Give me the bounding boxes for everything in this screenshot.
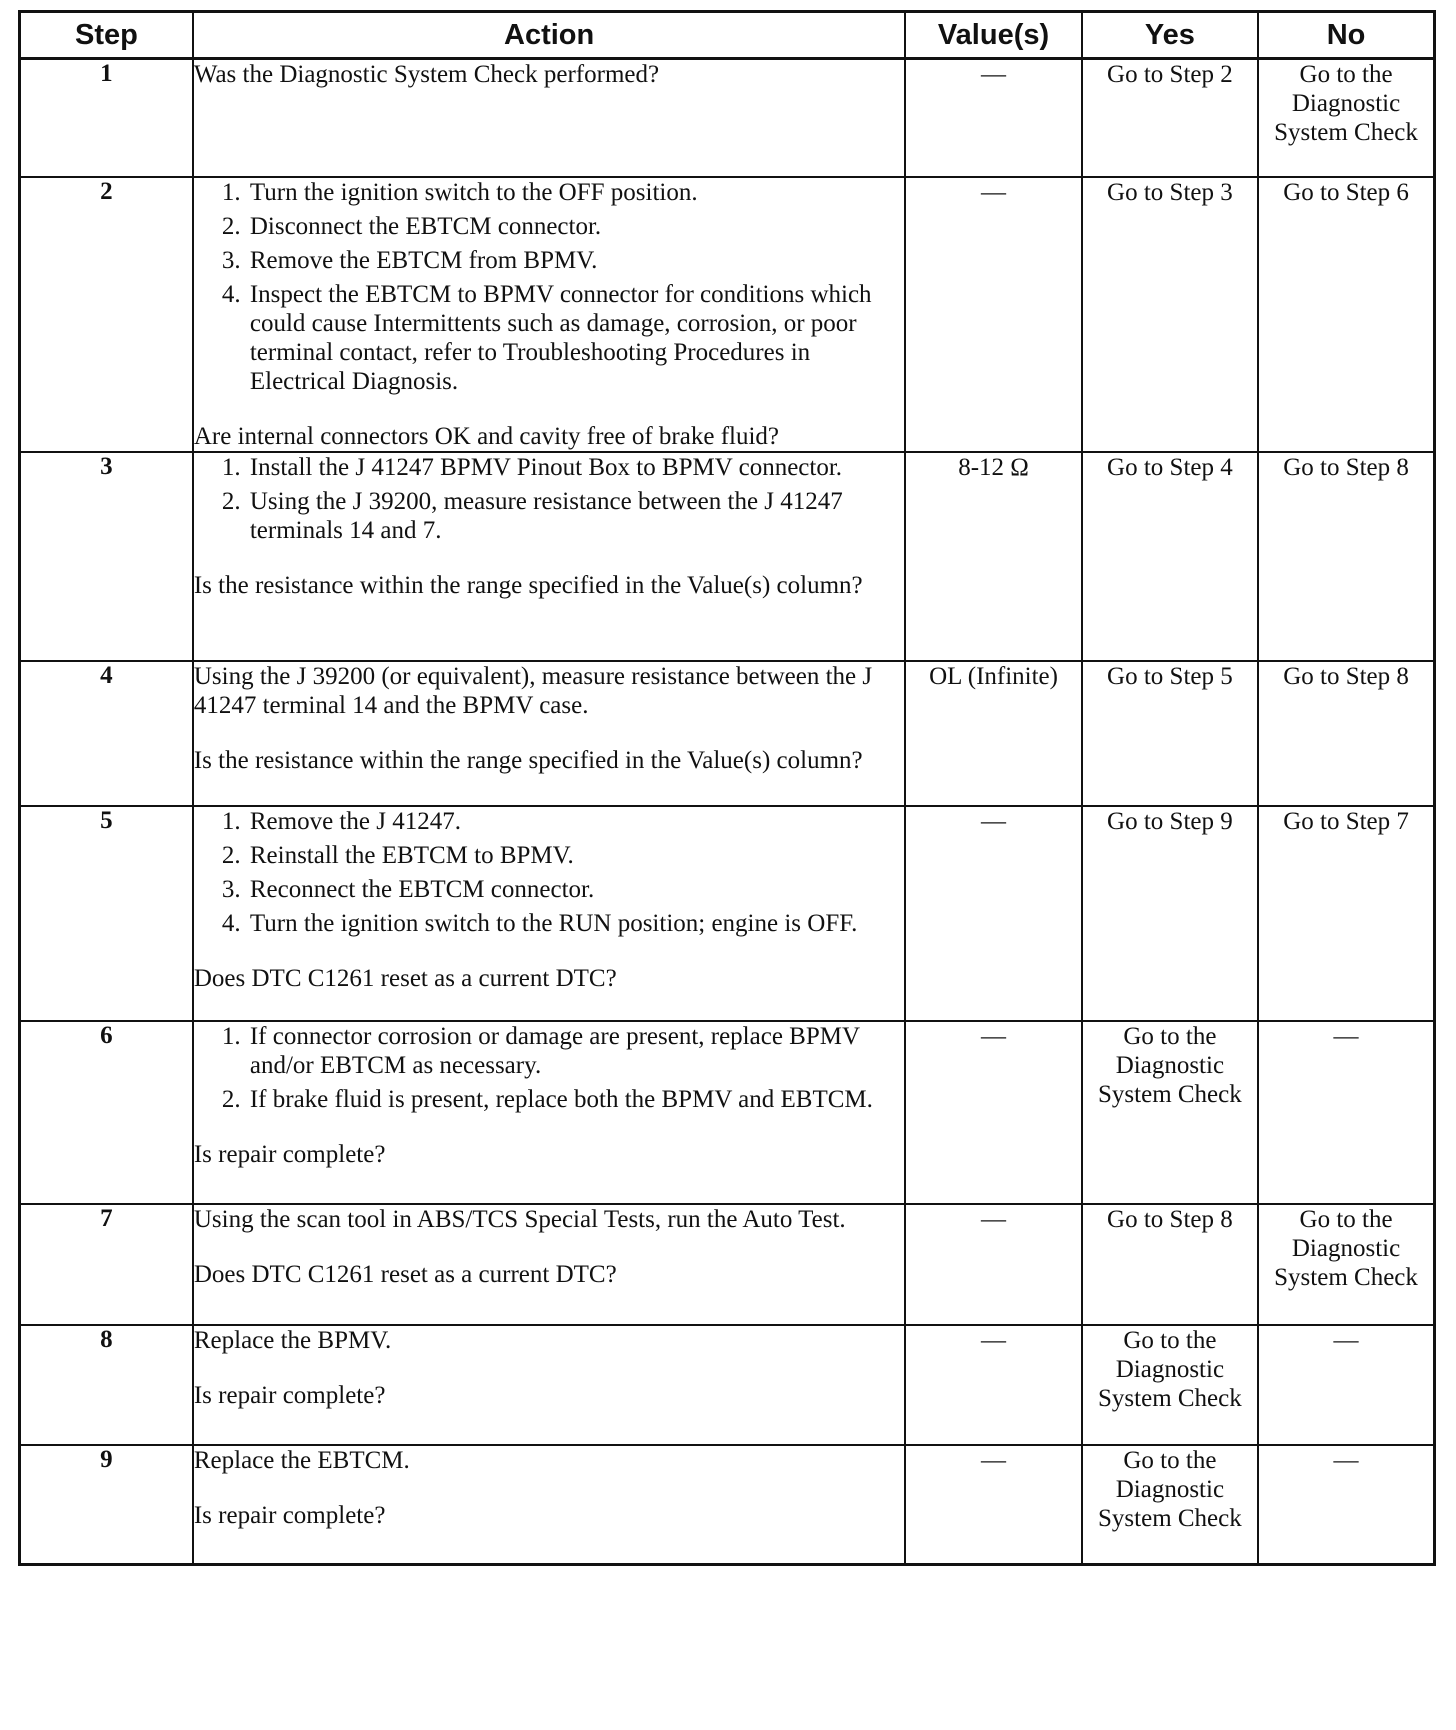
action-step-text: Turn the ignition switch to the OFF position.	[249, 178, 698, 206]
action-step-text: Disconnect the EBTCM connector.	[249, 212, 602, 240]
action-cell	[193, 177, 906, 452]
table-row	[20, 1445, 1435, 1565]
no-cell: Go to Step 6	[1258, 177, 1434, 452]
action-step-text: Reinstall the EBTCM to BPMV.	[249, 841, 574, 869]
action-cell	[193, 806, 906, 1021]
action-step-number: 2.	[221, 841, 241, 869]
step-number: 3	[20, 452, 193, 661]
action-question: Is the resistance within the range specified in the Value(s) column?	[193, 571, 863, 599]
step-number: 6	[20, 1021, 193, 1204]
step-number: 7	[20, 1204, 193, 1325]
action-question: Are internal connectors OK and cavity free of brake fluid?	[193, 422, 780, 450]
action-cell	[193, 661, 906, 806]
action-text: Using the J 39200 (or equivalent), measure resistance between the J 41247 terminal 14 and the BPMV case.	[193, 662, 873, 719]
step-number: 2	[20, 177, 193, 452]
table-row	[20, 1204, 1435, 1325]
header-yes: Yes	[1082, 12, 1258, 59]
value-cell: —	[905, 177, 1081, 452]
value-cell: —	[905, 1204, 1081, 1325]
step-number: 8	[20, 1325, 193, 1445]
action-cell	[193, 1021, 906, 1204]
action-text: Was the Diagnostic System Check performed?	[193, 61, 660, 88]
yes-cell: Go to the Diagnostic System Check	[1082, 1325, 1258, 1445]
step-number: 9	[20, 1445, 193, 1565]
action-step-item	[221, 212, 905, 241]
action-steps-list	[194, 807, 905, 938]
no-cell: Go to Step 8	[1258, 452, 1434, 661]
action-step-text: If brake fluid is present, replace both the BPMV and EBTCM.	[249, 1085, 873, 1113]
action-step-number: 1.	[221, 178, 241, 206]
action-question: Is the resistance within the range specified in the Value(s) column?	[193, 746, 863, 774]
no-cell: Go to the Diagnostic System Check	[1258, 1204, 1434, 1325]
action-question: Does DTC C1261 reset as a current DTC?	[193, 964, 617, 992]
table-row	[20, 59, 1435, 177]
yes-cell: Go to Step 5	[1082, 661, 1258, 806]
step-number: 4	[20, 661, 193, 806]
no-cell: Go to Step 8	[1258, 661, 1434, 806]
action-text: Replace the BPMV.	[193, 1326, 392, 1354]
yes-cell: Go to Step 8	[1082, 1204, 1258, 1325]
action-step-item	[221, 453, 905, 482]
table-row	[20, 806, 1435, 1021]
yes-cell: Go to Step 9	[1082, 806, 1258, 1021]
action-step-item	[221, 841, 905, 870]
table-header	[20, 12, 1435, 59]
yes-cell: Go to the Diagnostic System Check	[1082, 1445, 1258, 1565]
header-no: No	[1258, 12, 1434, 59]
table-row	[20, 1021, 1435, 1204]
no-cell: —	[1258, 1445, 1434, 1565]
step-number: 1	[20, 59, 193, 177]
no-cell: Go to the Diagnostic System Check	[1258, 59, 1434, 177]
no-cell: Go to Step 7	[1258, 806, 1434, 1021]
action-question: Does DTC C1261 reset as a current DTC?	[193, 1260, 617, 1288]
action-cell	[193, 1204, 906, 1325]
header-action: Action	[193, 12, 906, 59]
action-cell	[193, 59, 906, 177]
header-row	[20, 12, 1435, 59]
action-question: Is repair complete?	[193, 1140, 386, 1168]
table-body	[20, 59, 1435, 1565]
table-row	[20, 661, 1435, 806]
action-step-item	[221, 909, 905, 938]
yes-cell: Go to the Diagnostic System Check	[1082, 1021, 1258, 1204]
header-step: Step	[20, 12, 193, 59]
action-cell	[193, 1445, 906, 1565]
value-cell: —	[905, 1445, 1081, 1565]
action-step-text: If connector corrosion or damage are present, replace BPMV and/or EBTCM as necessary.	[249, 1022, 860, 1079]
value-cell: —	[905, 59, 1081, 177]
action-step-text: Using the J 39200, measure resistance between the J 41247 terminals 14 and 7.	[249, 487, 843, 544]
action-step-number: 2.	[221, 1085, 241, 1113]
yes-cell: Go to Step 4	[1082, 452, 1258, 661]
action-step-text: Install the J 41247 BPMV Pinout Box to BPMV connector.	[249, 453, 843, 481]
no-cell: —	[1258, 1325, 1434, 1445]
value-cell: —	[905, 806, 1081, 1021]
action-steps-list	[194, 453, 905, 545]
action-text: Replace the EBTCM.	[193, 1446, 410, 1474]
action-step-number: 4.	[221, 280, 241, 308]
action-step-text: Turn the ignition switch to the RUN position; engine is OFF.	[249, 909, 858, 937]
table-row	[20, 177, 1435, 452]
action-question: Is repair complete?	[193, 1381, 386, 1409]
action-step-text: Inspect the EBTCM to BPMV connector for conditions which could cause Intermittents such as damage, corrosion, or poor terminal contact, refer to Troubleshooting Procedures in Electrical Diagnosis.	[249, 280, 872, 395]
action-step-item	[221, 807, 905, 836]
yes-cell: Go to Step 2	[1082, 59, 1258, 177]
action-text: Using the scan tool in ABS/TCS Special Tests, run the Auto Test.	[193, 1205, 846, 1233]
step-number: 5	[20, 806, 193, 1021]
action-step-number: 1.	[221, 1022, 241, 1050]
action-cell	[193, 452, 906, 661]
action-step-item	[221, 178, 905, 207]
action-step-text: Reconnect the EBTCM connector.	[249, 875, 595, 903]
yes-cell: Go to Step 3	[1082, 177, 1258, 452]
action-step-number: 3.	[221, 246, 241, 274]
value-cell: OL (Infinite)	[905, 661, 1081, 806]
action-step-number: 1.	[221, 453, 241, 481]
action-cell	[193, 1325, 906, 1445]
action-step-item	[221, 280, 905, 396]
action-steps-list	[194, 1022, 905, 1114]
action-step-number: 2.	[221, 487, 241, 515]
action-question: Is repair complete?	[193, 1501, 386, 1529]
action-step-item	[221, 246, 905, 275]
action-step-number: 2.	[221, 212, 241, 240]
value-cell: —	[905, 1325, 1081, 1445]
action-step-item	[221, 1085, 905, 1114]
table-row	[20, 1325, 1435, 1445]
action-steps-list	[194, 178, 905, 396]
action-step-item	[221, 1022, 905, 1080]
action-step-number: 1.	[221, 807, 241, 835]
value-cell: —	[905, 1021, 1081, 1204]
header-values: Value(s)	[905, 12, 1081, 59]
value-cell: 8-12 Ω	[905, 452, 1081, 661]
no-cell: —	[1258, 1021, 1434, 1204]
action-step-number: 4.	[221, 909, 241, 937]
action-step-item	[221, 875, 905, 904]
action-step-number: 3.	[221, 875, 241, 903]
diagnostic-table	[18, 10, 1436, 1566]
table-row	[20, 452, 1435, 661]
action-step-text: Remove the J 41247.	[249, 807, 461, 835]
action-step-text: Remove the EBTCM from BPMV.	[249, 246, 598, 274]
action-step-item	[221, 487, 905, 545]
